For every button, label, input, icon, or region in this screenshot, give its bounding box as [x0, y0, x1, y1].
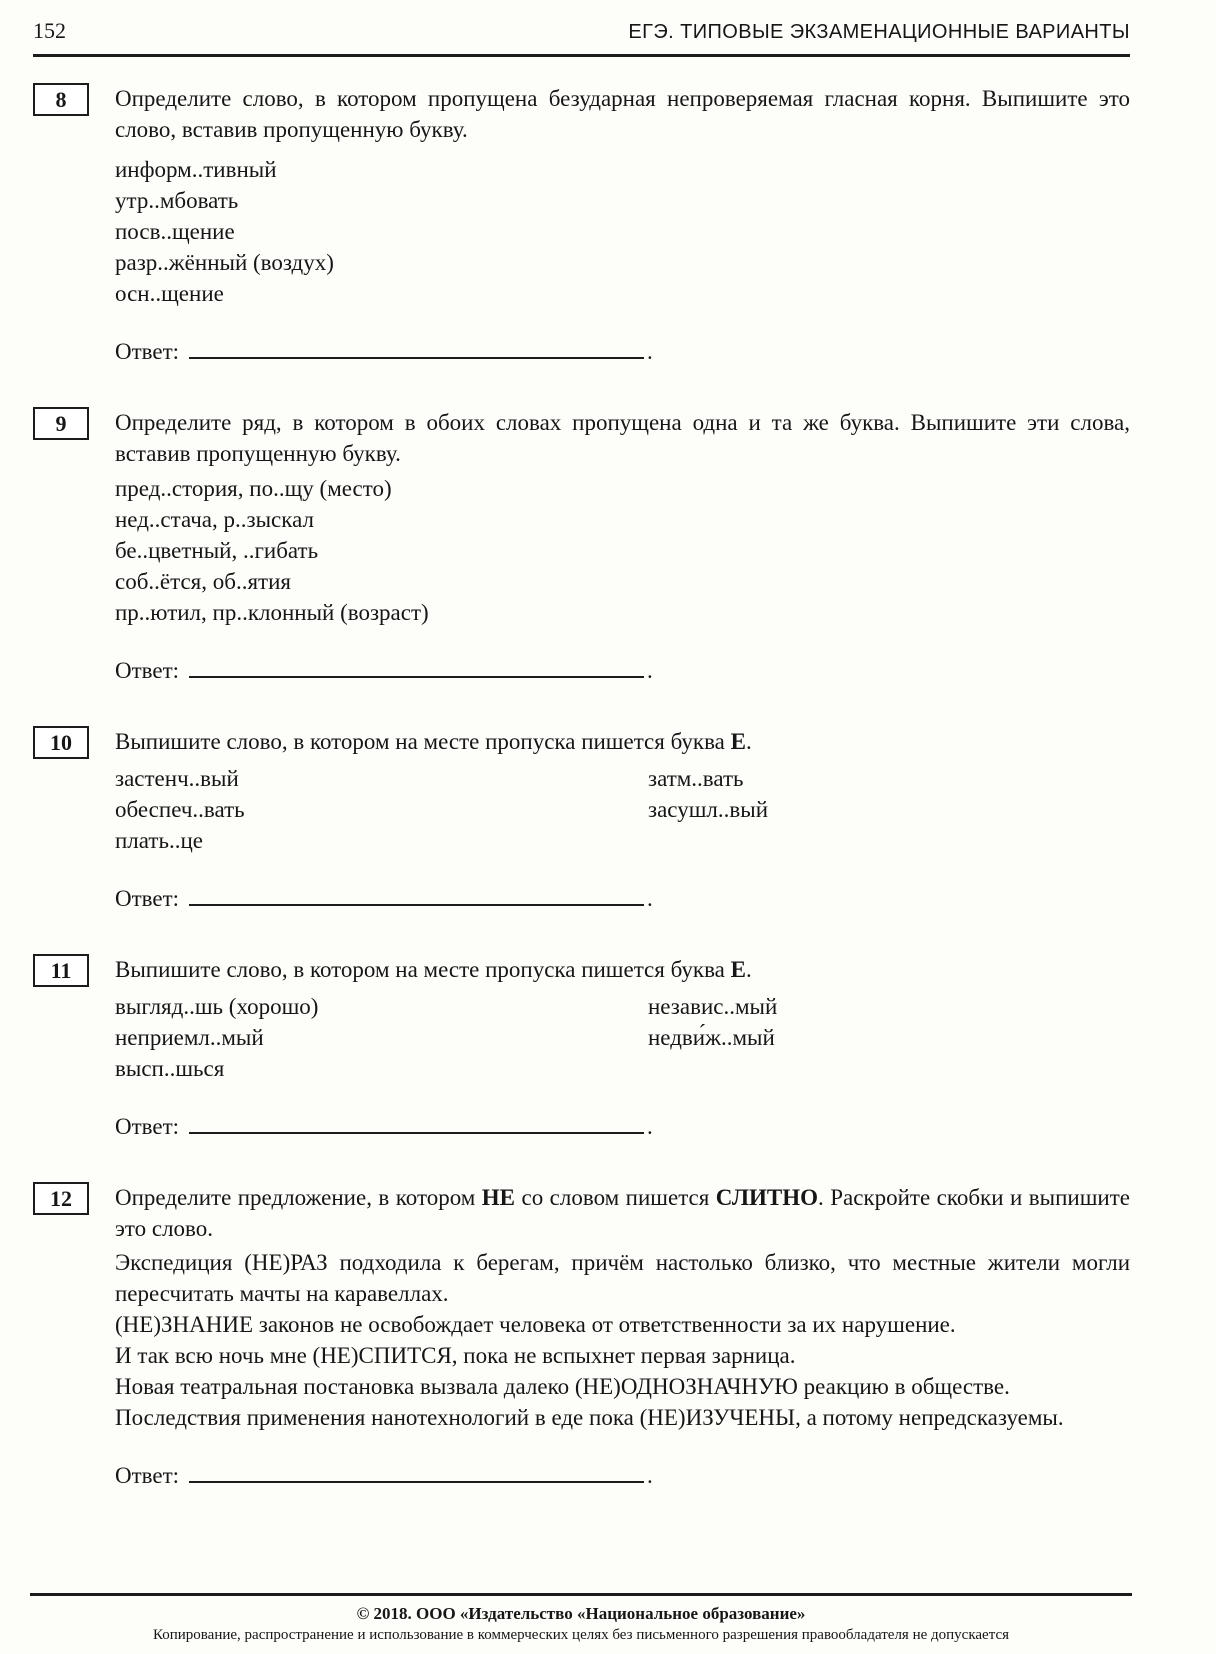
option-item: пред..стория, по..щу (место) [115, 476, 392, 501]
option-item: нед..стача, р..зыскал [115, 507, 314, 532]
task-number-box: 11 [33, 954, 89, 987]
prompt-text: Определите ряд, в котором в обоих словах пропущена одна и та же буква. Выпишите эти слова, вставив пропущенную букву. [115, 410, 1130, 466]
answer-blank-line [189, 1476, 644, 1483]
sentence-item: Последствия применения нанотехнологий в еде пока (НЕ)ИЗУЧЕНЫ, а потому непредсказуемы. [115, 1405, 1064, 1430]
prompt-text: Определите предложение, в котором [115, 1185, 482, 1210]
answer-label: Ответ: [115, 1463, 180, 1488]
task-12 [33, 1182, 1130, 1491]
answer-blank-line [189, 671, 644, 678]
option-item: посв..щение [115, 219, 235, 244]
task-number-box: 8 [33, 83, 89, 116]
answer-period: . [647, 1463, 653, 1488]
option-item: разр..жённый (воздух) [115, 250, 334, 275]
options-list [115, 473, 1130, 628]
answer-period: . [647, 1114, 653, 1139]
prompt-text: . [745, 957, 752, 982]
answer-blank-line [189, 899, 644, 906]
option-item: пр..ютил, пр..клонный (возраст) [115, 600, 429, 625]
options-columns [115, 763, 1130, 856]
answer-row [115, 655, 1130, 686]
task-body [115, 954, 1130, 1142]
option-item: плать..це [115, 828, 203, 853]
answer-row [115, 336, 1130, 367]
prompt-text: со словом пишется [515, 1185, 716, 1210]
options-column-right [648, 763, 1130, 856]
option-item: высп..шься [115, 1056, 225, 1081]
task-prompt [115, 726, 1130, 757]
answer-period: . [647, 658, 653, 683]
task-prompt [115, 83, 1130, 145]
option-item: выгляд..шь (хорошо) [115, 994, 319, 1019]
answer-period: . [647, 339, 653, 364]
option-item: засушл..вый [648, 797, 769, 822]
answer-label: Ответ: [115, 339, 180, 364]
footer-copyright: © 2018. ООО «Издательство «Национальное образование» [356, 1604, 806, 1623]
option-item: соб..ётся, об..ятия [115, 569, 291, 594]
footer-notice: Копирование, распространение и использование в коммерческих целях без письменного разрешения правообладателя не допускается [152, 1627, 1010, 1643]
answer-label: Ответ: [115, 658, 180, 683]
options-list [115, 154, 1130, 309]
option-item: утр..мбовать [115, 188, 239, 213]
task-8 [33, 83, 1130, 367]
option-item: недви́ж..мый [648, 1025, 775, 1050]
answer-label: Ответ: [115, 886, 180, 911]
page-header [33, 18, 1130, 57]
task-body [115, 1182, 1130, 1491]
option-item: информ..тивный [115, 157, 277, 182]
options-column-left [115, 763, 648, 856]
sentence-item: Новая театральная постановка вызвала далеко (НЕ)ОДНОЗНАЧНУЮ реакцию в обществе. [115, 1374, 1010, 1399]
options-column-left [115, 991, 648, 1084]
sentence-item: И так всю ночь мне (НЕ)СПИТСЯ, пока не вспыхнет первая зарница. [115, 1343, 796, 1368]
answer-label: Ответ: [115, 1114, 180, 1139]
answer-period: . [647, 886, 653, 911]
answer-blank-line [189, 1127, 644, 1134]
task-prompt [115, 407, 1130, 469]
option-item: неприемл..мый [115, 1025, 264, 1050]
answer-row [115, 883, 1130, 914]
sentence-item: Экспедиция (НЕ)РАЗ подходила к берегам, причём настолько близко, что местные жители могли пересчитать мачты на каравеллах. [115, 1250, 1130, 1306]
prompt-bold: Е [730, 957, 746, 982]
sentence-item: (НЕ)ЗНАНИЕ законов не освобождает человека от ответственности за их нарушение. [115, 1312, 956, 1337]
option-item: бе..цветный, ..гибать [115, 538, 319, 563]
answer-row [115, 1111, 1130, 1142]
answer-row [115, 1460, 1130, 1491]
page-number: 152 [33, 18, 66, 43]
task-body [115, 407, 1130, 686]
task-number-box: 9 [33, 407, 89, 440]
prompt-bold: СЛИТНО [715, 1185, 818, 1210]
task-prompt [115, 1182, 1130, 1244]
option-item: затм..вать [648, 766, 744, 791]
page-footer [30, 1593, 1132, 1644]
prompt-text: Выпишите слово, в котором на месте пропуска пишется буква [115, 729, 731, 754]
prompt-bold: НЕ [481, 1185, 516, 1210]
task-body [115, 726, 1130, 914]
options-columns [115, 991, 1130, 1084]
option-item: обеспеч..вать [115, 797, 245, 822]
prompt-text: . Раскройте скобки и выпишите это слово. [115, 1185, 1130, 1241]
option-item: независ..мый [648, 994, 778, 1019]
task-11 [33, 954, 1130, 1142]
header-title: ЕГЭ. ТИПОВЫЕ ЭКЗАМЕНАЦИОННЫЕ ВАРИАНТЫ [628, 21, 1130, 43]
task-prompt [115, 954, 1130, 985]
task-9 [33, 407, 1130, 686]
task-number-box: 10 [33, 726, 89, 759]
options-column-right [648, 991, 1130, 1084]
answer-blank-line [189, 352, 644, 359]
prompt-bold: Е [730, 729, 746, 754]
option-item: осн..щение [115, 281, 224, 306]
prompt-text: . [745, 729, 752, 754]
option-item: застенч..вый [115, 766, 239, 791]
task-number-box: 12 [33, 1182, 89, 1215]
task-10 [33, 726, 1130, 914]
task-body [115, 83, 1130, 367]
prompt-text: Выпишите слово, в котором на месте пропуска пишется буква [115, 957, 731, 982]
sentence-list [115, 1247, 1130, 1433]
prompt-text: Определите слово, в котором пропущена безударная непроверяемая гласная корня. Выпишите это слово, вставив пропущенную букву. [115, 86, 1130, 142]
